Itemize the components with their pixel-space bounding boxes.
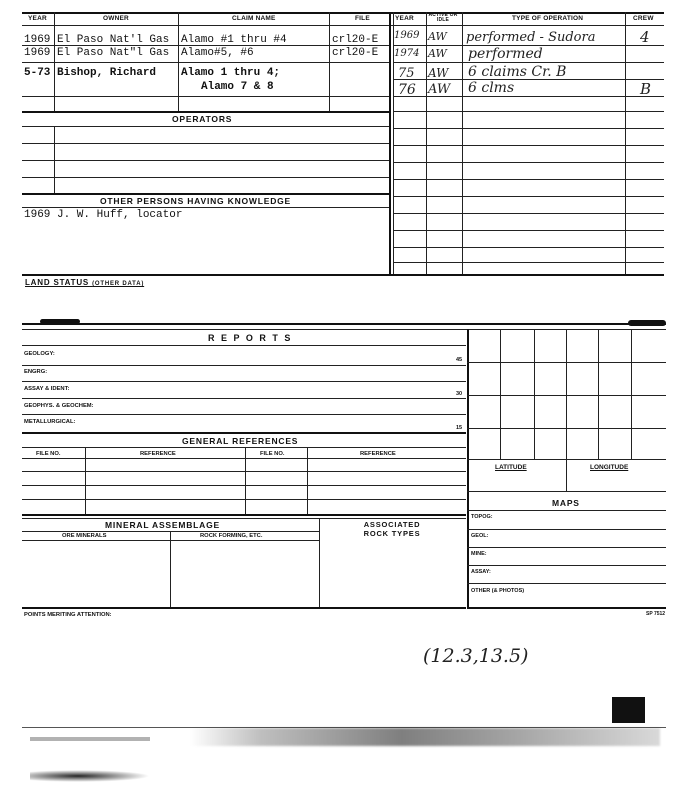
- maps-row-mine: MINE:: [471, 551, 487, 557]
- other-persons-heading: OTHER PERSONS HAVING KNOWLEDGE: [100, 196, 292, 206]
- header-active-idle: ACTIVE OR IDLE: [428, 12, 458, 23]
- ref-header-reference-2: REFERENCE: [360, 451, 396, 457]
- operation-type: 6 claims Cr. B: [468, 64, 567, 80]
- longitude-label: LONGITUDE: [590, 464, 629, 471]
- scan-noise-band: [190, 728, 660, 746]
- handwritten-coordinates: (12.3,13.5): [423, 645, 529, 667]
- maps-row-assay: ASSAY:: [471, 569, 491, 575]
- owner-row-owner: Bishop, Richard: [57, 67, 157, 79]
- operation-active: AW: [428, 66, 449, 80]
- form-number: SP 7512: [646, 611, 666, 617]
- mineral-assemblage-heading: MINERAL ASSEMBLAGE: [105, 520, 220, 530]
- report-label-engrg: ENGRG:: [24, 369, 48, 375]
- owner-row-owner: El Paso Nat'l Gas: [57, 34, 170, 46]
- maps-row-other: OTHER (& PHOTOS): [471, 588, 525, 594]
- report-label-assay: ASSAY & IDENT:: [24, 386, 70, 392]
- owner-row-claim: Alamo #1 thru #4: [181, 34, 287, 46]
- owner-row-file: crl20-E: [332, 47, 379, 59]
- report-label-geophys: GEOPHYS. & GEOCHEM:: [24, 403, 94, 409]
- operation-crew: 4: [640, 28, 650, 46]
- operators-heading: OPERATORS: [172, 114, 233, 124]
- owner-row-claim: Alamo 1 thru 4;: [181, 67, 281, 79]
- owner-row-file: crl20-E: [332, 34, 379, 46]
- operation-year: 75: [398, 66, 415, 81]
- general-references-heading: GENERAL REFERENCES: [182, 436, 299, 446]
- points-meriting-attention-label: POINTS MERITING ATTENTION:: [24, 612, 112, 618]
- owner-row-owner: El Paso Nat"l Gas: [57, 47, 170, 59]
- operation-active: AW: [428, 30, 447, 43]
- owner-row-claim: Alamo#5, #6: [181, 47, 254, 59]
- report-num: 30: [456, 391, 463, 397]
- owner-row-year: 1969: [24, 34, 51, 46]
- land-status-heading: [25, 278, 144, 287]
- scan-smudge: [30, 770, 150, 782]
- dark-square-artifact: [612, 697, 645, 723]
- operation-crew: B: [640, 80, 652, 98]
- maps-heading: MAPS: [552, 498, 580, 508]
- maps-row-geol: GEOL:: [471, 533, 489, 539]
- header-year: YEAR: [28, 15, 47, 22]
- report-num: 45: [456, 357, 463, 363]
- land-status-sublabel: (OTHER DATA): [92, 281, 145, 287]
- ref-header-reference: REFERENCE: [140, 451, 176, 457]
- reports-heading: R E P O R T S: [208, 333, 293, 343]
- ref-header-file-no: FILE NO.: [36, 451, 61, 457]
- latitude-label: LATITUDE: [495, 464, 527, 471]
- header-file: FILE: [355, 15, 370, 22]
- report-label-metallurgical: METALLURGICAL:: [24, 419, 76, 425]
- header-claim-name: CLAIM NAME: [232, 15, 276, 22]
- report-num: 15: [456, 425, 463, 431]
- operation-type: performed: [468, 46, 543, 62]
- owner-row-year: 5-73: [24, 67, 51, 79]
- rock-forming-heading: ROCK FORMING, ETC.: [200, 533, 263, 539]
- ref-header-file-no-2: FILE NO.: [260, 451, 285, 457]
- land-status-label: LAND STATUS: [25, 278, 90, 287]
- operation-year: 1969: [394, 30, 420, 41]
- scan-noise-band: [30, 737, 150, 741]
- other-person-entry: 1969 J. W. Huff, locator: [24, 209, 183, 221]
- ore-minerals-heading: ORE MINERALS: [62, 533, 107, 539]
- operation-type: performed - Sudora: [466, 30, 596, 45]
- owner-row-claim: Alamo 7 & 8: [201, 81, 274, 93]
- operation-active: AW: [428, 47, 447, 60]
- header-type-of-operation: TYPE OF OPERATION: [512, 15, 584, 22]
- operation-active: AW: [428, 82, 451, 97]
- owner-row-year: 1969: [24, 47, 51, 59]
- header-crew: CREW: [633, 15, 654, 22]
- operation-year: 76: [398, 82, 416, 98]
- header-owner: OWNER: [103, 15, 129, 22]
- operation-type: 6 clms: [468, 80, 515, 96]
- maps-row-topog: TOPOG:: [471, 514, 493, 520]
- report-label-geology: GEOLOGY:: [24, 351, 55, 357]
- associated-rock-types-heading: ASSOCIATED ROCK TYPES: [363, 520, 421, 538]
- header-year-2: YEAR: [395, 15, 414, 22]
- operation-year: 1974: [394, 48, 420, 59]
